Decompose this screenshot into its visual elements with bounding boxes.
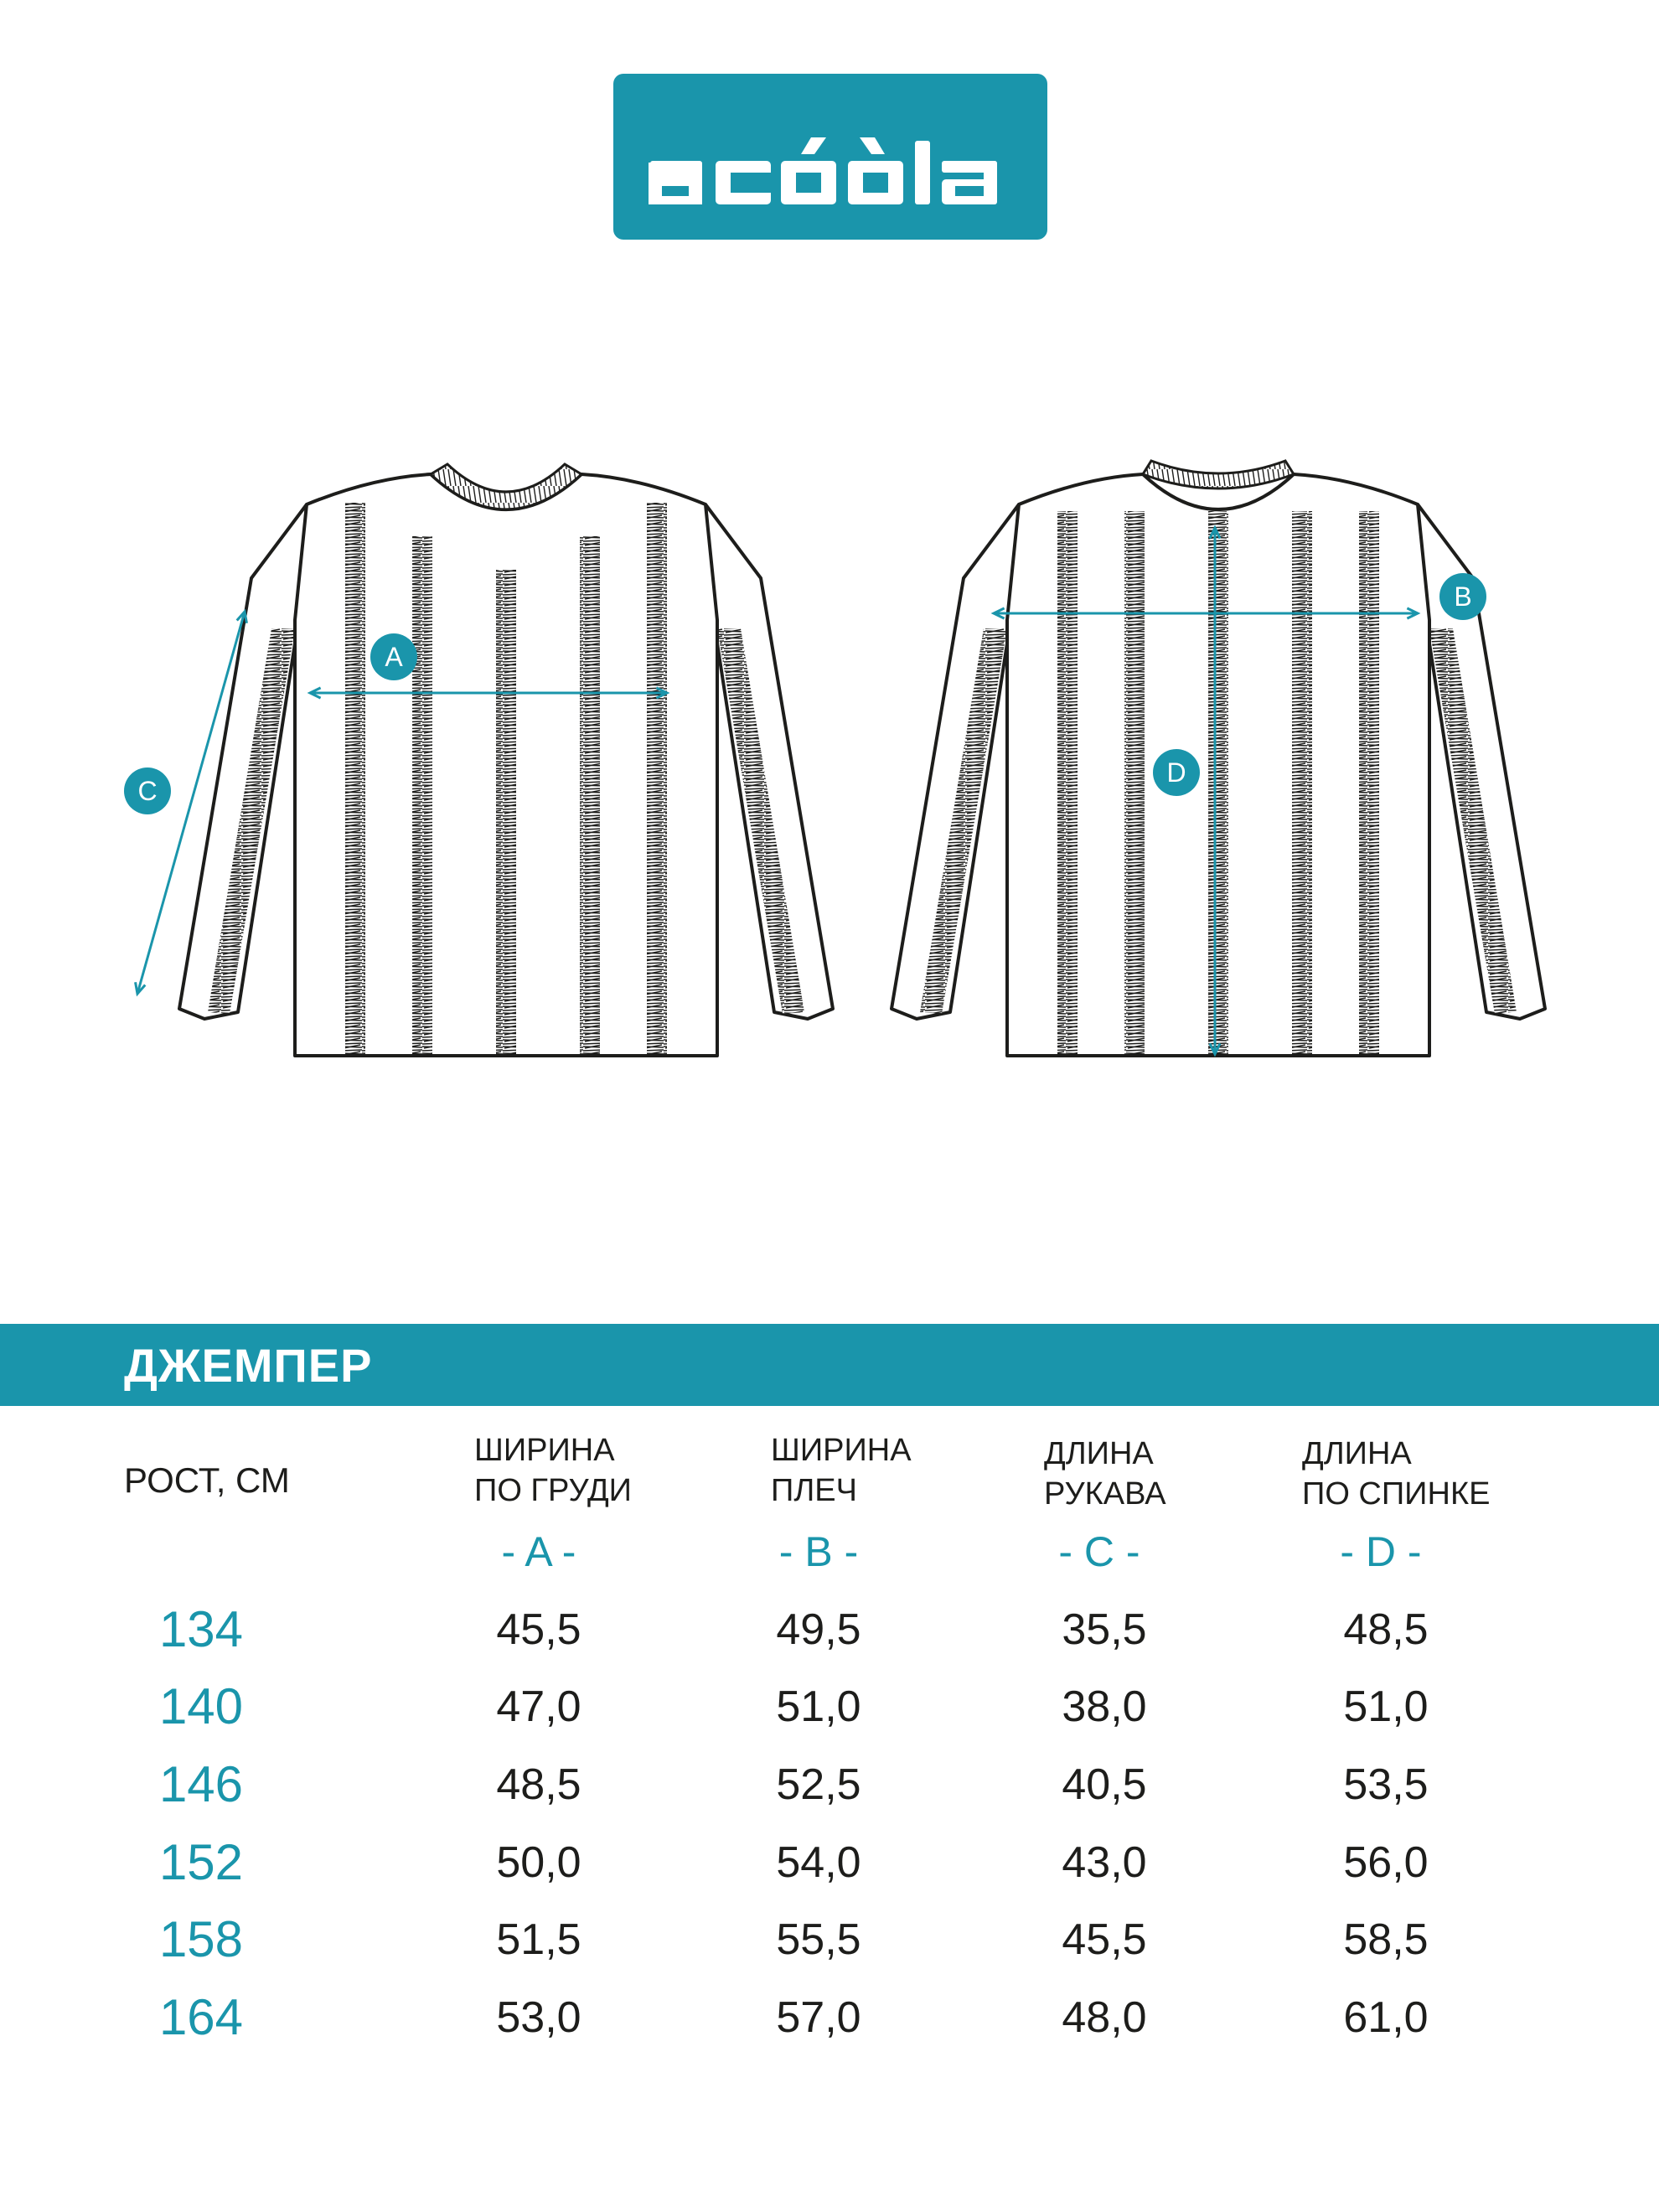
- sleeve-length-cell: 43,0: [1062, 1838, 1147, 1887]
- back-length-cell: 48,5: [1343, 1605, 1429, 1654]
- chest-width-cell: 50,0: [496, 1838, 581, 1887]
- back-length-cell: 53,5: [1343, 1760, 1429, 1809]
- body-stripe: [647, 503, 667, 1056]
- back-length-cell: 61,0: [1343, 1993, 1429, 2042]
- body-stripe: [1292, 511, 1312, 1056]
- height-cell: 134: [158, 1601, 244, 1657]
- shoulder-width-cell: 57,0: [776, 1993, 861, 2042]
- col-d-header-line2: ПО СПИНКЕ: [1302, 1476, 1491, 1512]
- body-stripe: [1124, 511, 1145, 1056]
- right-sleeve: [705, 504, 833, 1019]
- product-banner: [0, 1324, 1659, 1406]
- sleeve-length-cell: 45,5: [1062, 1915, 1147, 1964]
- col-c-letter: - C -: [1058, 1528, 1140, 1575]
- col-d-header-line1: ДЛИНА: [1302, 1436, 1412, 1471]
- col-a-header-line1: ШИРИНА: [474, 1433, 615, 1468]
- col-a-letter: - A -: [501, 1528, 576, 1575]
- col-a-header-line2: ПО ГРУДИ: [474, 1473, 632, 1508]
- right-sleeve: [1418, 504, 1545, 1019]
- brand-logo: [613, 74, 1047, 240]
- front-view: [179, 464, 833, 1056]
- sleeve-length-cell: 48,0: [1062, 1993, 1147, 2042]
- garment-drawing: [0, 452, 1659, 1123]
- table-row: [0, 1910, 1659, 1977]
- col-b-letter: - B -: [778, 1528, 859, 1575]
- back-length-cell: 56,0: [1343, 1838, 1429, 1887]
- height-cell: 164: [158, 1989, 244, 2045]
- height-cell: 140: [158, 1678, 244, 1734]
- height-cell: 158: [158, 1911, 244, 1967]
- col-b-header-line2: ПЛЕЧ: [771, 1473, 857, 1508]
- shoulder-width-cell: 51,0: [776, 1682, 861, 1731]
- marker-a-letter: A: [385, 642, 403, 672]
- shoulder-width-cell: 55,5: [776, 1915, 861, 1964]
- back-view: [892, 461, 1545, 1056]
- chest-width-cell: 53,0: [496, 1993, 581, 2042]
- shoulder-width-cell: 54,0: [776, 1838, 861, 1887]
- marker-d-letter: D: [1166, 757, 1186, 788]
- col-d-letter: - D -: [1340, 1528, 1422, 1575]
- chest-width-cell: 48,5: [496, 1760, 581, 1809]
- product-title: ДЖЕМПЕР: [124, 1339, 373, 1392]
- body-stripe: [496, 570, 516, 1056]
- col-c-header-line1: ДЛИНА: [1044, 1436, 1154, 1471]
- chest-width-cell: 47,0: [496, 1682, 581, 1731]
- left-sleeve: [892, 504, 1019, 1019]
- chest-width-cell: 51,5: [496, 1915, 581, 1964]
- height-cell: 146: [158, 1756, 244, 1812]
- table-row: [0, 1988, 1659, 2055]
- marker-c-letter: C: [137, 776, 158, 806]
- body-stripe: [1359, 511, 1379, 1056]
- table-row: [0, 1600, 1659, 1667]
- col-c-header-line2: РУКАВА: [1044, 1476, 1166, 1512]
- shoulder-width-cell: 52,5: [776, 1760, 861, 1809]
- body-stripe: [412, 536, 432, 1056]
- table-row: [0, 1677, 1659, 1744]
- back-length-cell: 58,5: [1343, 1915, 1429, 1964]
- back-length-cell: 51,0: [1343, 1682, 1429, 1731]
- height-cell: 152: [158, 1834, 244, 1890]
- garment-drawing-svg: [0, 452, 1659, 1123]
- marker-b-letter: B: [1454, 581, 1472, 612]
- chest-width-cell: 45,5: [496, 1605, 581, 1654]
- shoulder-width-cell: 49,5: [776, 1605, 861, 1654]
- table-row: [0, 1755, 1659, 1822]
- left-sleeve: [179, 504, 307, 1019]
- height-column-header: РОСТ, СМ: [124, 1460, 290, 1500]
- body-stripe: [345, 503, 365, 1056]
- brand-logo-wordmark: [613, 74, 1047, 240]
- neck-rib: [1143, 461, 1294, 488]
- sleeve-length-cell: 38,0: [1062, 1682, 1147, 1731]
- body-stripe: [1057, 511, 1078, 1056]
- sleeve-length-cell: 35,5: [1062, 1605, 1147, 1654]
- body-stripe: [580, 536, 600, 1056]
- col-b-header-line1: ШИРИНА: [771, 1433, 912, 1468]
- body-stripe: [1208, 511, 1228, 1056]
- table-row: [0, 1833, 1659, 1900]
- sleeve-length-cell: 40,5: [1062, 1760, 1147, 1809]
